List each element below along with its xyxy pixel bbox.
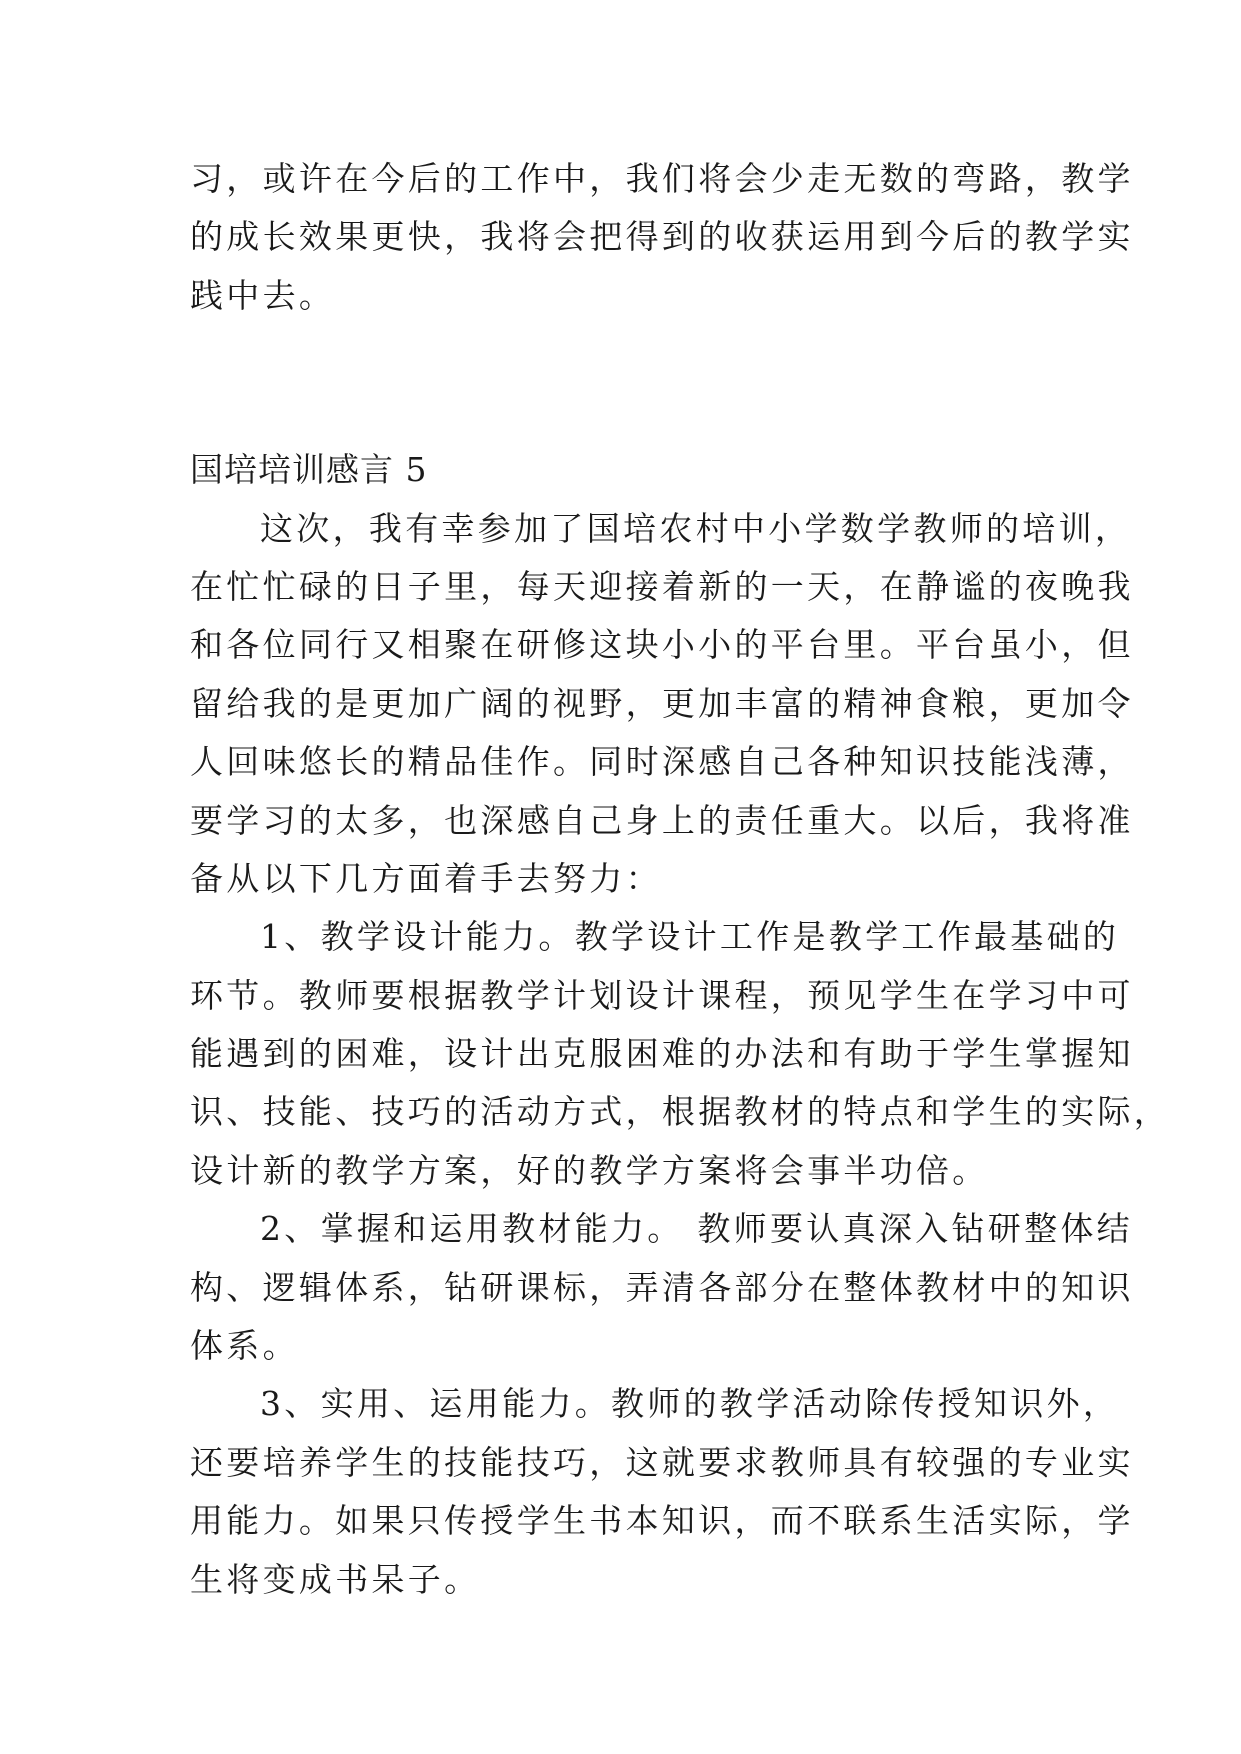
text-line: 还要培养学生的技能技巧，这就要求教师具有较强的专业实: [190, 1442, 1134, 1482]
text-line: 这次，我有幸参加了国培农村中小学数学教师的培训，: [260, 508, 1132, 548]
text-line: 践中去。: [190, 275, 336, 315]
text-line: 用能力。如果只传授学生书本知识，而不联系生活实际，学: [190, 1501, 1134, 1541]
text-line: 1、教学设计能力。教学设计工作是教学工作最基础的: [260, 917, 1120, 957]
text-line: 环节。教师要根据教学计划设计课程，预见学生在学习中可: [190, 975, 1134, 1015]
paragraph-point-1: [190, 908, 1171, 1200]
paragraph-intro: [190, 500, 1134, 909]
document-page: [190, 150, 1171, 1609]
text-line: 习，或许在今后的工作中，我们将会少走无数的弯路，教学: [190, 159, 1134, 198]
text-line: 在忙忙碌的日子里，每天迎接着新的一天，在静谧的夜晚我: [190, 566, 1134, 606]
text-line: 备从以下几方面着手去努力：: [190, 858, 662, 898]
text-line: 识、技能、技巧的活动方式，根据教材的特点和学生的实际，: [190, 1092, 1171, 1132]
text-line: 留给我的是更加广阔的视野，更加丰富的精神食粮，更加令: [190, 683, 1134, 723]
text-line: 设计新的教学方案，好的教学方案将会事半功倍。: [190, 1150, 989, 1190]
text-line: 和各位同行又相聚在研修这块小小的平台里。平台虽小，但: [190, 625, 1134, 665]
text-line: 能遇到的困难，设计出克服困难的办法和有助于学生掌握知: [190, 1034, 1134, 1074]
text-line: 的成长效果更快，我将会把得到的收获运用到今后的教学实: [190, 217, 1134, 257]
text-line: 构、逻辑体系，钻研课标，弄清各部分在整体教材中的知识: [190, 1267, 1134, 1307]
text-line: 生将变成书呆子。: [190, 1559, 481, 1599]
continuation-paragraph: [190, 150, 1134, 325]
text-line: 3、实用、运用能力。教师的教学活动除传授知识外，: [260, 1384, 1120, 1424]
text-line: 人回味悠长的精品佳作。同时深感自己各种知识技能浅薄，: [190, 742, 1134, 782]
section-spacer: [190, 325, 1060, 441]
text-line: 2、掌握和运用教材能力。 教师要认真深入钻研整体结: [260, 1209, 1133, 1249]
text-line: 体系。: [190, 1326, 299, 1366]
paragraph-point-2: [190, 1200, 1134, 1375]
paragraph-point-3: [190, 1375, 1134, 1609]
text-line: 要学习的太多，也深感自己身上的责任重大。以后，我将准: [190, 800, 1134, 840]
section-title: 国培培训感言 5: [190, 450, 428, 490]
